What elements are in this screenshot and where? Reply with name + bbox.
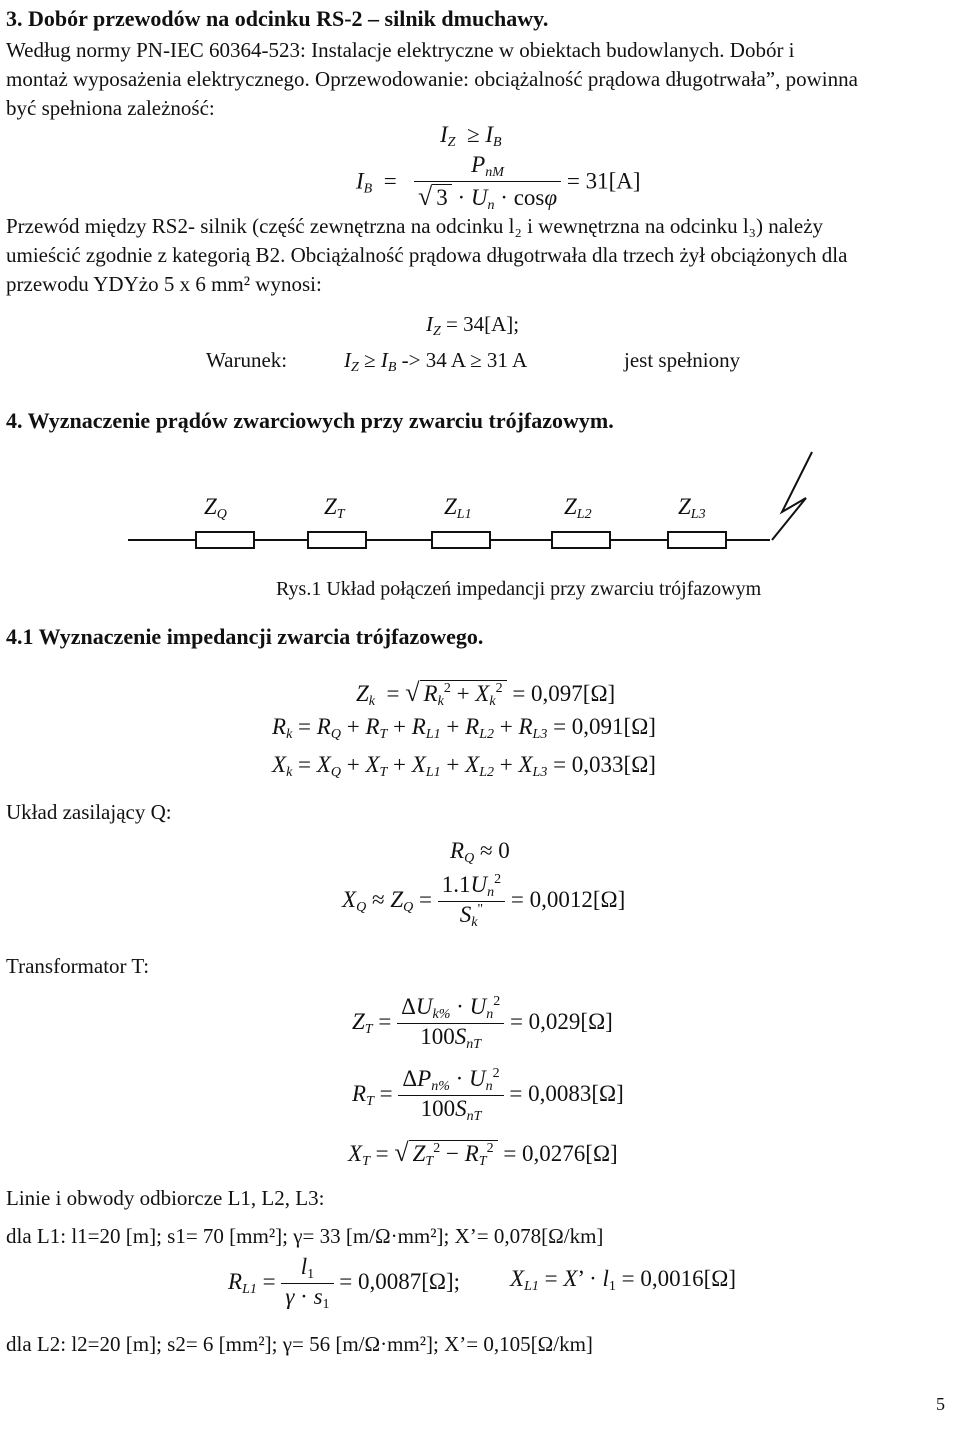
- equation-zt: $Z_T$ = $\frac{\Delta U_{k\%} \cdot U_n^2}{100S_{nT}}$ = 0,029[Ω]: [352, 994, 613, 1052]
- uklad-zasilajacy-label: Układ zasilający Q:: [6, 800, 172, 824]
- equation-rl1: $R_{L1}$ = $\frac{l_1}{\gamma \cdot s_1}$ = 0,0087[Ω];: [228, 1254, 461, 1312]
- impedance-zl1: [432, 532, 490, 548]
- equation-zk: $Z_k$ = √ $R_k^2 + X_k^2 = 0,097[\Omega]$: [356, 678, 616, 709]
- impedance-zq: [196, 532, 254, 548]
- paragraph-line: Przewód między RS2- silnik (część zewnętrzna na odcinku l₂ i wewnętrzna na odcinku l₃) należy: [6, 214, 824, 238]
- impedance-zt: [308, 532, 366, 548]
- impedance-zl3: [668, 532, 726, 548]
- equation-xt: $X_T$ = √ $Z_T^2 - R_T^2 = 0,0276[\Omega]$: [348, 1138, 618, 1169]
- l2-parameters: dla L2: l2=20 [m]; s2= 6 [mm²]; γ= 56 [m/Ω·mm²]; X’= 0,105[Ω/km]: [6, 1332, 593, 1356]
- equation-iz-value: $I_Z = 34[A]$;: [426, 312, 520, 339]
- warunek-label: Warunek:: [206, 348, 288, 372]
- label-zl3: $Z_{L3}$: [678, 494, 706, 522]
- equation-xk: $X_k = X_Q + X_T + X_{L1} + X_{L2} + X_{L3} = 0,033[\Omega]$: [272, 752, 656, 780]
- label-zl1: $Z_{L1}$: [444, 494, 472, 522]
- paragraph-line: być spełniona zależność:: [6, 96, 215, 120]
- equation-xl1: $X_{L1} = X$’ · $l_1 = 0,0016[\Omega]$: [510, 1266, 737, 1294]
- paragraph-line: Według normy PN-IEC 60364-523: Instalacje elektryczne w obiektach budowlanych. Dobór i: [6, 38, 795, 62]
- l1-parameters: dla L1: l1=20 [m]; s1= 70 [mm²]; γ= 33 [m/Ω·mm²]; X’= 0,078[Ω/km]: [6, 1224, 604, 1248]
- label-zt: $Z_T$: [324, 494, 345, 522]
- fault-symbol: [772, 452, 812, 540]
- warunek-equation: $I_Z \ge I_B -> 34$ A ≥ 31 A: [344, 348, 528, 375]
- paragraph-line: montaż wyposażenia elektrycznego. Oprzewodowanie: obciążalność prądowa długotrwała”, powinna: [6, 67, 858, 91]
- equation-rk: $R_k = R_Q + R_T + R_{L1} + R_{L2} + R_{L3} = 0,091[\Omega]$: [272, 714, 656, 742]
- label-zq: $Z_Q$: [204, 494, 227, 522]
- paragraph-line: umieścić zgodnie z kategorią B2. Obciążalność prądowa długotrwała dla trzech żył obciążonych dla: [6, 243, 848, 267]
- equation-rq: $R_Q \approx 0$: [450, 838, 510, 866]
- page-number: 5: [936, 1394, 945, 1414]
- figure-caption: Rys.1 Układ połączeń impedancji przy zwarciu trójfazowym: [276, 578, 762, 600]
- linie-label: Linie i obwody odbiorcze L1, L2, L3:: [6, 1186, 325, 1210]
- transformator-label: Transformator T:: [6, 954, 150, 978]
- section-41-heading: 4.1 Wyznaczenie impedancji zwarcia trójfazowego.: [6, 624, 484, 649]
- warunek-result: jest spełniony: [624, 348, 741, 372]
- equation-rt: $R_T$ = $\frac{\Delta P_{n\%} \cdot U_n^2}{100S_{nT}}$ = 0,0083[Ω]: [352, 1066, 624, 1124]
- ib-result: = 31[A]: [566, 168, 641, 194]
- section-3-heading: 3. Dobór przewodów na odcinku RS-2 – silnik dmuchawy.: [6, 6, 549, 31]
- equation-xq: $X_Q \approx Z_Q$ = $\frac{1.1U_n^2}{S_k^"}$ = 0,0012[Ω]: [342, 872, 626, 930]
- paragraph-line: przewodu YDYżo 5 x 6 mm² wynosi:: [6, 272, 322, 296]
- equation-ib: $I_B$ = $\frac{P_{nM}}{√ 3 \cdot U_n \cdot \cos\varphi}$ = 31[A]: [356, 152, 641, 213]
- impedance-zl2: [552, 532, 610, 548]
- equation-iz-ge-ib: $I_Z \ge I_B$: [440, 122, 502, 150]
- label-zl2: $Z_{L2}$: [564, 494, 592, 522]
- section-4-heading: 4. Wyznaczenie prądów zwarciowych przy zwarciu trójfazowym.: [6, 408, 614, 433]
